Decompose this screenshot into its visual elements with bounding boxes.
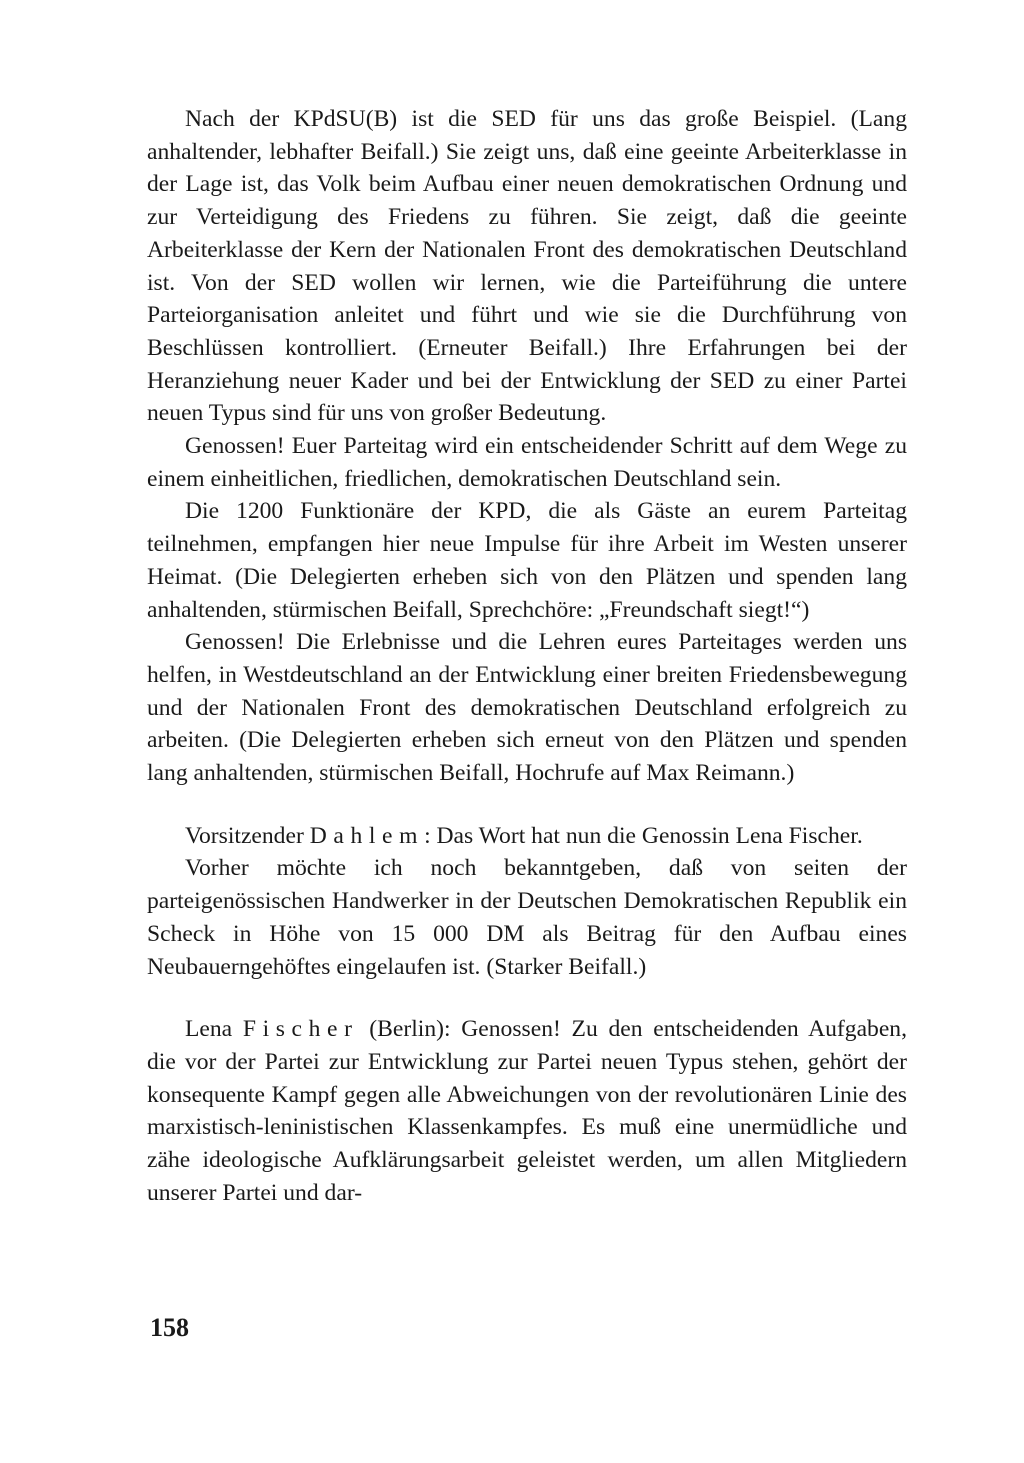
speaker-name: Fischer bbox=[242, 1016, 359, 1043]
speaker-text: (Berlin): Genossen! Zu den entscheidenden Aufgaben, die vor der Partei zur Entwicklung zur Partei neuen Typus stehen, gehört der konsequente Kampf gegen alle Abweichungen von der revolutionären Linie des marxistisch-leninistischen Klassenkampfes. Es muß eine unermüdliche und zähe ideologische Aufklärungsarbeit geleistet werden, um allen Mitgliedern unserer Partei und dar- bbox=[147, 1016, 907, 1206]
speaker-name: Dahlem bbox=[309, 822, 425, 849]
speaker-prefix: Vorsitzender bbox=[185, 822, 310, 849]
paragraph-kpd-functionaries: Die 1200 Funktionäre der KPD, die als Gäste an eurem Parteitag teilnehmen, empfangen hier neue Impulse für ihre Arbeit im Westen unserer Heimat. (Die Delegierten erheben sich von den Plätzen und spenden lang anhaltenden, stürmischen Beifall, Sprechchöre: „Freundschaft siegt!“) bbox=[147, 498, 907, 623]
speaker-prefix: Lena bbox=[185, 1016, 243, 1043]
paragraph-chairman-statement bbox=[147, 820, 907, 853]
paragraph-kpdsu-example: Nach der KPdSU(B) ist die SED für uns das große Beispiel. (Lang anhaltender, lebhafter Beifall.) Sie zeigt uns, daß eine geeinte Arbeiterklasse in der Lage ist, das Volk beim Aufbau einer neuen demokratischen Ordnung und zur Verteidigung des Friedens zu führen. Sie zeigt, daß die geeinte Arbeiterklasse der Kern der Nationalen Front des demokratischen Deutschland ist. Von der SED wollen wir lernen, wie die Parteiführung die untere Parteiorganisation anleitet und führt und wie sie die Durchführung von Beschlüssen kontrolliert. (Erneuter Beifall.) Ihre Erfahrungen bei der Heranziehung neuer Kader und bei der Entwicklung der SED zu einer Partei neuen Typus sind für uns von großer Bedeutung. bbox=[147, 106, 907, 427]
paragraph-cheque-announcement: Vorher möchte ich noch bekanntgeben, daß von seiten der parteigenössischen Handwerker in der Deutschen Demokratischen Republik ein Scheck in Höhe von 15 000 DM als Beitrag für den Aufbau eines Neubauerngehöftes eingelaufen ist. (Starker Beifall.) bbox=[147, 855, 907, 980]
page-number: 158 bbox=[150, 1313, 189, 1342]
section-gap bbox=[147, 790, 907, 820]
speaker-text: : Das Wort hat nun die Genossin Lena Fischer. bbox=[424, 822, 863, 849]
section-gap bbox=[147, 983, 907, 1013]
paragraph-lena-fischer-speech bbox=[147, 1013, 907, 1209]
paragraph-parteitag-step: Genossen! Euer Parteitag wird ein entscheidender Schritt auf dem Wege zu einem einheitlichen, friedlichen, demokratischen Deutschland sein. bbox=[147, 433, 907, 492]
paragraph-west-germany: Genossen! Die Erlebnisse und die Lehren eures Parteitages werden uns helfen, in Westdeutschland an der Entwicklung einer breiten Friedensbewegung und der Nationalen Front des demokratischen Deutschland erfolgreich zu arbeiten. (Die Delegierten erheben sich erneut von den Plätzen und spenden lang anhaltenden, stürmischen Beifall, Hochrufe auf Max Reimann.) bbox=[147, 629, 907, 787]
page-body bbox=[147, 103, 907, 1210]
